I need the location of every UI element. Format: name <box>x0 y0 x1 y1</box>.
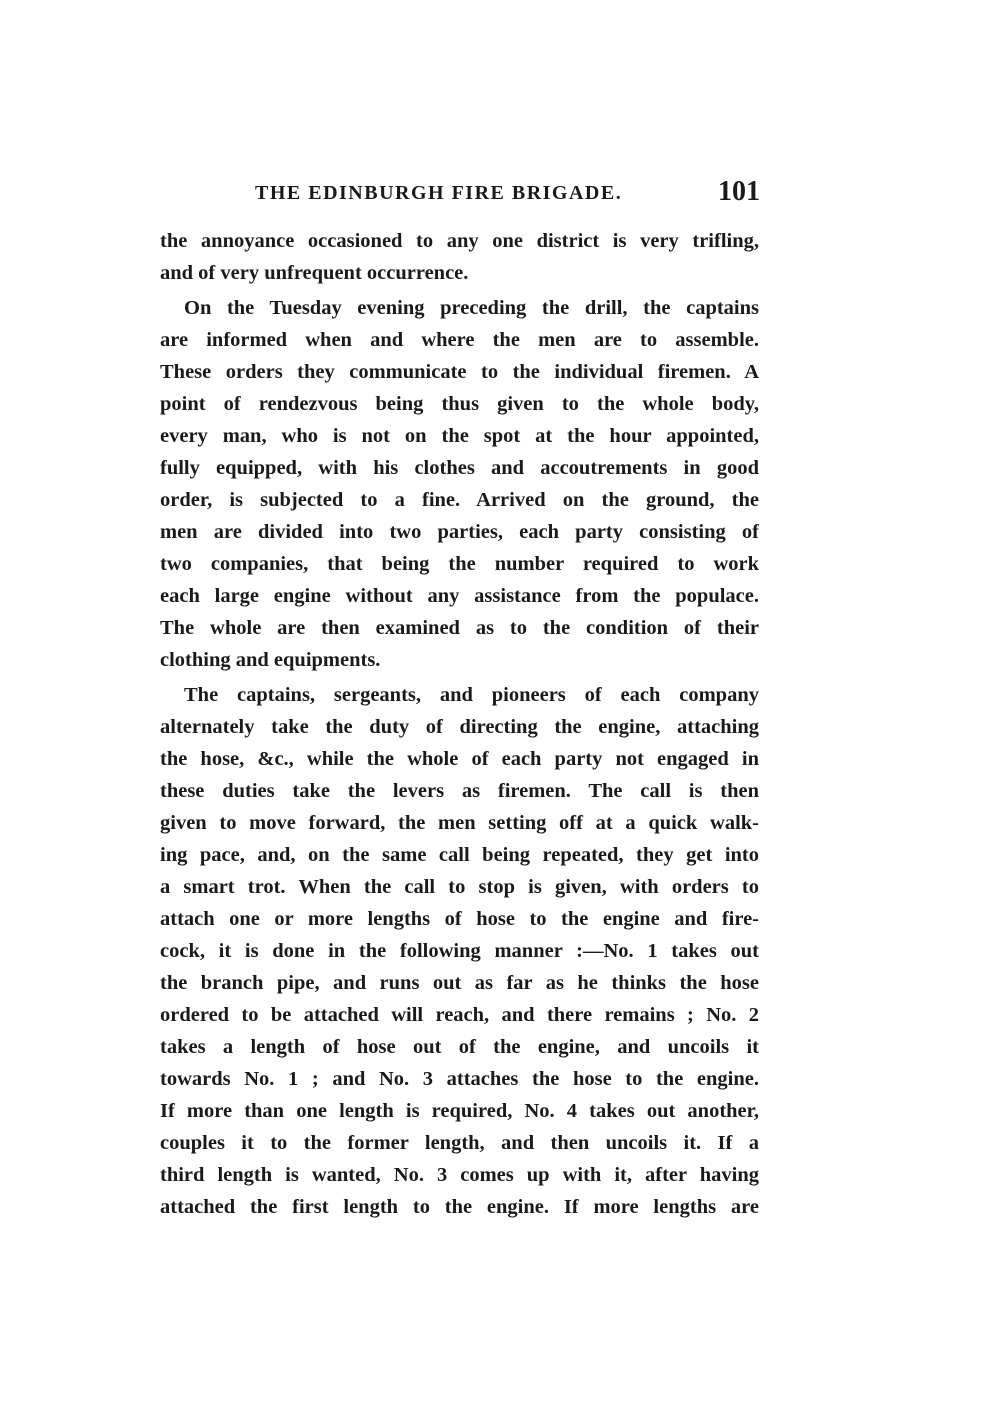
text-line: the hose, &c., while the whole of each party not engaged in <box>160 748 759 770</box>
text-line: these duties take the levers as firemen. The call is then <box>160 780 759 802</box>
text-line: men are divided into two parties, each party consisting of <box>160 521 759 543</box>
text-line: fully equipped, with his clothes and accoutrements in good <box>160 457 759 479</box>
text-line: and of very unfrequent occurrence. <box>160 262 469 284</box>
text-line: ordered to be attached will reach, and there remains ; No. 2 <box>160 1004 759 1026</box>
text-line: clothing and equipments. <box>160 649 381 671</box>
text-line: The captains, sergeants, and pioneers of each company <box>184 684 759 706</box>
text-line: point of rendezvous being thus given to the whole body, <box>160 393 759 415</box>
text-line: a smart trot. When the call to stop is given, with orders to <box>160 876 759 898</box>
running-head <box>160 176 760 210</box>
running-title: THE EDINBURGH FIRE BRIGADE. <box>255 182 623 204</box>
text-line: the branch pipe, and runs out as far as he thinks the hose <box>160 972 759 994</box>
text-line: the annoyance occasioned to any one district is very trifling, <box>160 230 759 252</box>
text-line: are informed when and where the men are to assemble. <box>160 329 759 351</box>
page-number: 101 <box>718 176 760 207</box>
text-line: On the Tuesday evening preceding the drill, the captains <box>184 297 759 319</box>
text-line: ing pace, and, on the same call being repeated, they get into <box>160 844 759 866</box>
text-line: cock, it is done in the following manner :—No. 1 takes out <box>160 940 759 962</box>
text-line: attach one or more lengths of hose to the engine and fire- <box>160 908 759 930</box>
paragraph-2 <box>160 292 759 676</box>
text-line: The whole are then examined as to the condition of their <box>160 617 759 639</box>
text-line: takes a length of hose out of the engine, and uncoils it <box>160 1036 759 1058</box>
text-line: These orders they communicate to the individual firemen. A <box>160 361 759 383</box>
text-line: alternately take the duty of directing the engine, attaching <box>160 716 759 738</box>
body-text <box>160 225 759 1223</box>
text-line: each large engine without any assistance from the populace. <box>160 585 759 607</box>
paragraph-3 <box>160 679 759 1223</box>
text-line: towards No. 1 ; and No. 3 attaches the hose to the engine. <box>160 1068 759 1090</box>
text-line: third length is wanted, No. 3 comes up with it, after having <box>160 1164 759 1186</box>
text-line: attached the first length to the engine. If more lengths are <box>160 1196 759 1218</box>
text-line: couples it to the former length, and then uncoils it. If a <box>160 1132 759 1154</box>
text-line: given to move forward, the men setting off at a quick walk- <box>160 812 759 834</box>
text-line: If more than one length is required, No. 4 takes out another, <box>160 1100 759 1122</box>
text-line: order, is subjected to a fine. Arrived on the ground, the <box>160 489 759 511</box>
text-line: two companies, that being the number required to work <box>160 553 759 575</box>
text-line: every man, who is not on the spot at the hour appointed, <box>160 425 759 447</box>
paragraph-1 <box>160 225 759 289</box>
